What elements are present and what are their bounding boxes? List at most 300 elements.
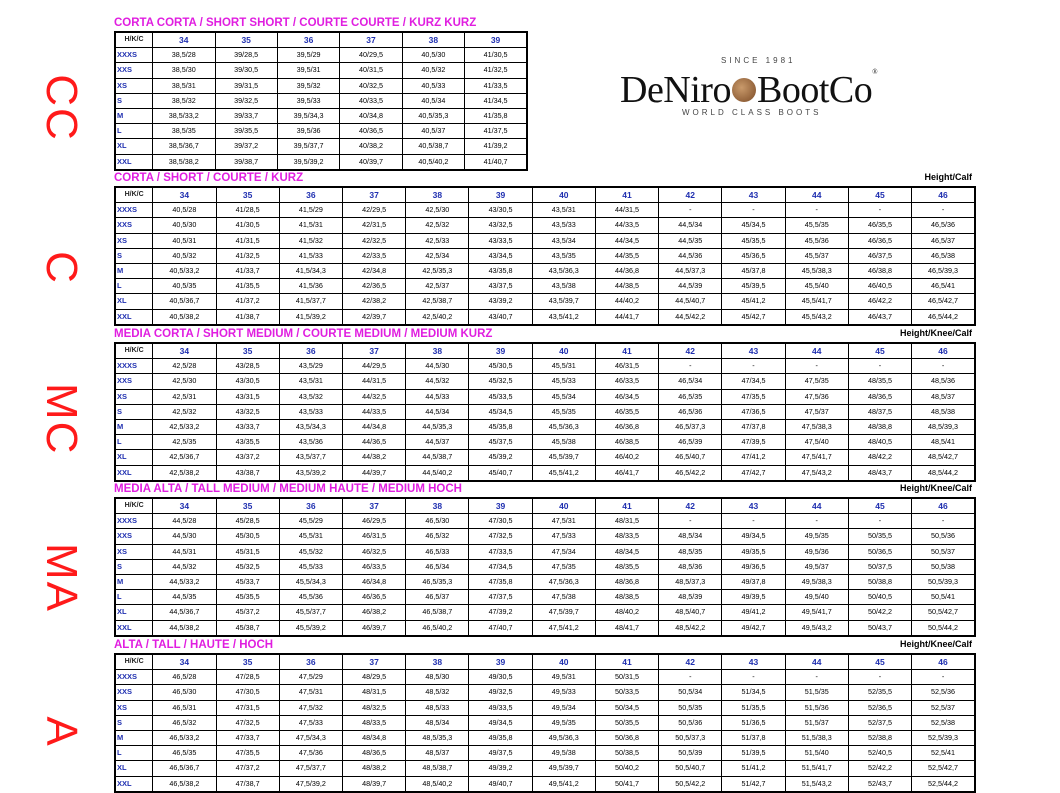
measure-cell: 47/33,5 <box>469 544 532 559</box>
table-row <box>115 404 975 419</box>
measure-cell: 48/43,7 <box>848 465 911 481</box>
measure-cell: 43/30,5 <box>216 374 279 389</box>
measure-cell: 40,5/32 <box>153 248 216 263</box>
measure-cell: 45/42,7 <box>722 309 785 325</box>
measure-cell: 50,5/37 <box>912 544 975 559</box>
measure-cell: 46/36,5 <box>848 233 911 248</box>
measure-cell: 48/38,5 <box>595 590 658 605</box>
measure-cell: 42,5/33 <box>406 233 469 248</box>
measure-cell: 50/41,7 <box>595 776 658 792</box>
height-knee-calf-label: Height/Knee/Calf <box>899 483 972 493</box>
calf-size-label: XXL <box>115 154 153 170</box>
measure-cell: 47,5/43,2 <box>785 465 848 481</box>
measure-cell: 39,5/34,3 <box>277 108 340 123</box>
measure-cell: 44,5/30 <box>406 359 469 374</box>
calf-size-label: XL <box>115 294 153 309</box>
measure-cell: 46,5/41 <box>912 279 975 294</box>
measure-cell: 42,5/36,7 <box>153 450 216 465</box>
shoe-size-header-cell: 45 <box>848 654 911 670</box>
measure-cell: 51/35,5 <box>722 700 785 715</box>
measure-cell: 50/35,5 <box>595 715 658 730</box>
header-row <box>115 187 975 203</box>
measure-cell: 46/36,5 <box>343 590 406 605</box>
size-table <box>114 653 976 793</box>
section-ma <box>114 482 976 637</box>
calf-size-label: S <box>115 715 153 730</box>
measure-cell: 45/28,5 <box>216 514 279 529</box>
shoe-size-header-cell: 44 <box>785 187 848 203</box>
measure-cell: 52,5/36 <box>912 685 975 700</box>
measure-cell: 52,5/37 <box>912 700 975 715</box>
measure-cell: 48/31,5 <box>595 514 658 529</box>
measure-cell: 46/33,5 <box>595 374 658 389</box>
measure-cell: 47,5/35 <box>785 374 848 389</box>
measure-cell: 40,5/28 <box>153 203 216 218</box>
measure-cell: 43/38,7 <box>216 465 279 481</box>
section-title: CORTA CORTA / SHORT SHORT / COURTE COURTE / KURZ KURZ <box>114 17 477 29</box>
shoe-size-header-cell: 46 <box>912 187 975 203</box>
measure-cell: 47,5/37 <box>785 404 848 419</box>
header-row <box>115 498 975 514</box>
measure-cell: 41/35,8 <box>465 108 527 123</box>
measure-cell: 45,5/35 <box>785 218 848 233</box>
measure-cell: 52,5/38 <box>912 715 975 730</box>
measure-cell: 50,5/39,3 <box>912 574 975 589</box>
measure-cell: 45/36,5 <box>722 248 785 263</box>
measure-cell: 46,5/31 <box>153 700 216 715</box>
measure-cell: 49,5/33 <box>532 685 595 700</box>
measure-cell: 46,5/33 <box>406 544 469 559</box>
measure-cell: 44/36,8 <box>595 263 658 278</box>
measure-cell: 46,5/34 <box>406 559 469 574</box>
measure-cell: 44,5/35 <box>659 233 722 248</box>
measure-cell: 42,5/30 <box>406 203 469 218</box>
calf-size-label: M <box>115 419 153 434</box>
measure-cell: 44,5/34 <box>406 404 469 419</box>
measure-cell: 43/37,2 <box>216 450 279 465</box>
measure-cell: - <box>785 203 848 218</box>
measure-cell: 43,5/32 <box>279 389 342 404</box>
calf-size-label: XS <box>115 544 153 559</box>
measure-cell: 44/34,8 <box>343 419 406 434</box>
size-table <box>114 342 976 482</box>
table-row <box>115 746 975 761</box>
measure-cell: 48/32,5 <box>343 700 406 715</box>
table-row <box>115 450 975 465</box>
shoe-size-header-cell: 40 <box>532 187 595 203</box>
measure-cell: 49/34,5 <box>469 715 532 730</box>
measure-cell: 40,5/35 <box>153 279 216 294</box>
measure-cell: 43/35,8 <box>469 263 532 278</box>
measure-cell: 51/36,5 <box>722 715 785 730</box>
measure-cell: 44,5/37,3 <box>659 263 722 278</box>
measure-cell: 43,5/31 <box>279 374 342 389</box>
table-row <box>115 465 975 481</box>
measure-cell: 46,5/35,3 <box>406 574 469 589</box>
table-row <box>115 233 975 248</box>
logo-name: DeNiro BootCo® <box>620 68 878 111</box>
table-row <box>115 63 527 78</box>
shoe-size-header-cell: 34 <box>153 498 216 514</box>
measure-cell: 42,5/38,7 <box>406 294 469 309</box>
shoe-size-header-cell: 44 <box>785 654 848 670</box>
measure-cell: 52/37,5 <box>848 715 911 730</box>
measure-cell: 41,5/37,7 <box>279 294 342 309</box>
measure-cell: 44/39,7 <box>343 465 406 481</box>
shoe-size-header-cell: 38 <box>406 498 469 514</box>
measure-cell: 42,5/33,2 <box>153 419 216 434</box>
measure-cell: 50/37,5 <box>848 559 911 574</box>
calf-size-label: XXXS <box>115 48 153 63</box>
measure-cell: 48/36,8 <box>595 574 658 589</box>
measure-cell: 49/41,2 <box>722 605 785 620</box>
table-row <box>115 670 975 685</box>
measure-cell: 38,5/32 <box>153 93 216 108</box>
section-title: MEDIA ALTA / TALL MEDIUM / MEDIUM HAUTE / MEDIUM HOCH <box>114 483 462 495</box>
measure-cell: 41,5/32 <box>279 233 342 248</box>
measure-cell: 43/32,5 <box>216 404 279 419</box>
side-code-a: A <box>37 716 86 748</box>
measure-cell: 47/35,8 <box>469 574 532 589</box>
shoe-size-header-cell: 44 <box>785 343 848 359</box>
measure-cell: 45/37,2 <box>216 605 279 620</box>
calf-size-label: XXL <box>115 620 153 636</box>
calf-size-label: XS <box>115 233 153 248</box>
measure-cell: 46,5/38,2 <box>153 776 216 792</box>
measure-cell: 41,5/34,3 <box>279 263 342 278</box>
measure-cell: 43,5/41,2 <box>532 309 595 325</box>
measure-cell: 43,5/36,3 <box>532 263 595 278</box>
measure-cell: 45,5/37,7 <box>279 605 342 620</box>
measure-cell: 48/33,5 <box>343 715 406 730</box>
measure-cell: 40/34,8 <box>340 108 402 123</box>
measure-cell: 47/33,7 <box>216 730 279 745</box>
measure-cell: 43/30,5 <box>469 203 532 218</box>
measure-cell: 47,5/31 <box>279 685 342 700</box>
measure-cell: 39,5/37,7 <box>277 139 340 154</box>
measure-cell: 43/33,5 <box>469 233 532 248</box>
calf-size-label: XXS <box>115 63 153 78</box>
measure-cell: 41/34,5 <box>465 93 527 108</box>
measure-cell: 46/32,5 <box>343 544 406 559</box>
measure-cell: 47/42,7 <box>722 465 785 481</box>
measure-cell: 47/35,5 <box>216 746 279 761</box>
measure-cell: - <box>659 203 722 218</box>
measure-cell: 42,5/32 <box>153 404 216 419</box>
measure-cell: 42,5/28 <box>153 359 216 374</box>
calf-size-label: XXXS <box>115 203 153 218</box>
table-row <box>115 108 527 123</box>
measure-cell: 46/38,2 <box>343 605 406 620</box>
measure-cell: 42/31,5 <box>343 218 406 233</box>
measure-cell: - <box>848 514 911 529</box>
measure-cell: 48,5/35,3 <box>406 730 469 745</box>
measure-cell: 49,5/41,2 <box>532 776 595 792</box>
measure-cell: 48,5/30 <box>406 670 469 685</box>
measure-cell: 40,5/30 <box>153 218 216 233</box>
calf-size-label: M <box>115 730 153 745</box>
calf-size-label: S <box>115 404 153 419</box>
measure-cell: 50,5/36 <box>912 529 975 544</box>
measure-cell: 45/32,5 <box>469 374 532 389</box>
measure-cell: 48,5/32 <box>406 685 469 700</box>
measure-cell: 45/34,5 <box>722 218 785 233</box>
measure-cell: 45,5/31 <box>279 529 342 544</box>
table-row <box>115 605 975 620</box>
calf-size-label: S <box>115 248 153 263</box>
measure-cell: 46/35,5 <box>848 218 911 233</box>
table-row <box>115 715 975 730</box>
measure-cell: 48,5/34 <box>659 529 722 544</box>
measure-cell: 47/28,5 <box>216 670 279 685</box>
measure-cell: 51,5/41,7 <box>785 761 848 776</box>
measure-cell: 41/32,5 <box>216 248 279 263</box>
shoe-size-header-cell: 37 <box>343 343 406 359</box>
measure-cell: 49,5/35 <box>785 529 848 544</box>
measure-cell: 49,5/38 <box>532 746 595 761</box>
measure-cell: 47,5/33 <box>279 715 342 730</box>
measure-cell: 46,5/33,2 <box>153 730 216 745</box>
measure-cell: 48/38,2 <box>343 761 406 776</box>
measure-cell: 41/30,5 <box>465 48 527 63</box>
measure-cell: 47,5/41,2 <box>532 620 595 636</box>
measure-cell: 49/30,5 <box>469 670 532 685</box>
measure-cell: 40/39,7 <box>340 154 402 170</box>
measure-cell: 46,5/38,7 <box>406 605 469 620</box>
measure-cell: 50/38,5 <box>595 746 658 761</box>
measure-cell: 47,5/40 <box>785 435 848 450</box>
measure-cell: - <box>722 670 785 685</box>
measure-cell: 39/33,7 <box>215 108 277 123</box>
shoe-size-header-cell: 39 <box>469 498 532 514</box>
measure-cell: 43/28,5 <box>216 359 279 374</box>
measure-cell: 42/33,5 <box>343 248 406 263</box>
measure-cell: 44,5/40,2 <box>406 465 469 481</box>
measure-cell: 48,5/37 <box>912 389 975 404</box>
measure-cell: 45,5/36 <box>279 590 342 605</box>
measure-cell: 45,5/43,2 <box>785 309 848 325</box>
calf-size-label: S <box>115 559 153 574</box>
measure-cell: 50,5/34 <box>659 685 722 700</box>
measure-cell: 49,5/34 <box>532 700 595 715</box>
calf-size-label: L <box>115 435 153 450</box>
measure-cell: 38,5/30 <box>153 63 216 78</box>
measure-cell: 50,5/42,2 <box>659 776 722 792</box>
side-code-cc: CC <box>37 74 86 142</box>
measure-cell: 48,5/41 <box>912 435 975 450</box>
measure-cell: 48/40,5 <box>848 435 911 450</box>
table-row <box>115 761 975 776</box>
measure-cell: 40/32,5 <box>340 78 402 93</box>
measure-cell: 46,5/38 <box>912 248 975 263</box>
measure-cell: 48/29,5 <box>343 670 406 685</box>
shoe-size-header-cell: 38 <box>406 654 469 670</box>
measure-cell: 47,5/38 <box>532 590 595 605</box>
height-calf-label: Height/Calf <box>924 172 972 182</box>
measure-cell: 47,5/39,2 <box>279 776 342 792</box>
measure-cell: 38,5/36,7 <box>153 139 216 154</box>
measure-cell: 49,5/35 <box>532 715 595 730</box>
table-row <box>115 730 975 745</box>
measure-cell: 49/34,5 <box>722 529 785 544</box>
measure-cell: 45,5/33 <box>279 559 342 574</box>
measure-cell: 50,5/35 <box>659 700 722 715</box>
measure-cell: 50/40,2 <box>595 761 658 776</box>
measure-cell: 46/38,8 <box>848 263 911 278</box>
measure-cell: 48,5/40,7 <box>659 605 722 620</box>
measure-cell: 51/42,7 <box>722 776 785 792</box>
measure-cell: 48,5/44,2 <box>912 465 975 481</box>
measure-cell: 43/37,5 <box>469 279 532 294</box>
measure-cell: 42,5/30 <box>153 374 216 389</box>
measure-cell: 49/39,2 <box>469 761 532 776</box>
measure-cell: 42,5/31 <box>153 389 216 404</box>
measure-cell: 43,5/36 <box>279 435 342 450</box>
section-cc <box>114 16 528 171</box>
measure-cell: 46/39,7 <box>343 620 406 636</box>
shoe-size-header-cell: 43 <box>722 343 785 359</box>
measure-cell: 48/33,5 <box>595 529 658 544</box>
measure-cell: 52/40,5 <box>848 746 911 761</box>
measure-cell: 41,5/33 <box>279 248 342 263</box>
measure-cell: 40,5/37 <box>402 124 465 139</box>
calf-size-label: M <box>115 108 153 123</box>
header-row <box>115 343 975 359</box>
header-row <box>115 654 975 670</box>
measure-cell: 44/32,5 <box>343 389 406 404</box>
table-row <box>115 279 975 294</box>
measure-cell: 39,5/33 <box>277 93 340 108</box>
measure-cell: 47,5/29 <box>279 670 342 685</box>
measure-cell: 42,5/32 <box>406 218 469 233</box>
measure-cell: 45,5/37 <box>785 248 848 263</box>
table-row <box>115 263 975 278</box>
measure-cell: 47/32,5 <box>216 715 279 730</box>
measure-cell: 45/37,5 <box>469 435 532 450</box>
measure-cell: 39,5/29 <box>277 48 340 63</box>
corner-header-cell: H/K/C <box>115 654 153 670</box>
measure-cell: 49/40,7 <box>469 776 532 792</box>
measure-cell: 44/36,5 <box>343 435 406 450</box>
measure-cell: 41/28,5 <box>216 203 279 218</box>
shoe-size-header-cell: 41 <box>595 343 658 359</box>
measure-cell: 44/38,5 <box>595 279 658 294</box>
measure-cell: 51,5/40 <box>785 746 848 761</box>
measure-cell: 48/34,8 <box>343 730 406 745</box>
measure-cell: 38,5/38,2 <box>153 154 216 170</box>
measure-cell: 51,5/38,3 <box>785 730 848 745</box>
table-row <box>115 48 527 63</box>
shoe-size-header-cell: 36 <box>279 498 342 514</box>
measure-cell: 43/39,2 <box>469 294 532 309</box>
measure-cell: 39/31,5 <box>215 78 277 93</box>
calf-size-label: L <box>115 124 153 139</box>
measure-cell: 47,5/39,7 <box>532 605 595 620</box>
measure-cell: 40/36,5 <box>340 124 402 139</box>
calf-size-label: XXXS <box>115 670 153 685</box>
measure-cell: 45/31,5 <box>216 544 279 559</box>
table-row <box>115 154 527 170</box>
measure-cell: 49,5/40 <box>785 590 848 605</box>
measure-cell: 41/31,5 <box>216 233 279 248</box>
corner-header-cell: H/K/C <box>115 343 153 359</box>
measure-cell: 50,5/39 <box>659 746 722 761</box>
measure-cell: 49,5/39,7 <box>532 761 595 776</box>
measure-cell: 48,5/38,7 <box>406 761 469 776</box>
measure-cell: 50/36,8 <box>595 730 658 745</box>
measure-cell: 50/40,5 <box>848 590 911 605</box>
calf-size-label: XXL <box>115 776 153 792</box>
measure-cell: 45/32,5 <box>216 559 279 574</box>
measure-cell: 44,5/36 <box>659 248 722 263</box>
measure-cell: 48,5/34 <box>406 715 469 730</box>
measure-cell: 44,5/32 <box>406 374 469 389</box>
measure-cell: 39/38,7 <box>215 154 277 170</box>
measure-cell: 42,5/37 <box>406 279 469 294</box>
measure-cell: 47,5/34,3 <box>279 730 342 745</box>
shoe-size-header-cell: 37 <box>343 187 406 203</box>
measure-cell: - <box>912 514 975 529</box>
measure-cell: 40/38,2 <box>340 139 402 154</box>
shoe-size-header-cell: 44 <box>785 498 848 514</box>
measure-cell: 46,5/40,7 <box>659 450 722 465</box>
measure-cell: 46,5/30 <box>153 685 216 700</box>
measure-cell: 46/37,5 <box>848 248 911 263</box>
measure-cell: 45/30,5 <box>216 529 279 544</box>
measure-cell: 48,5/36 <box>659 559 722 574</box>
measure-cell: 45/35,5 <box>722 233 785 248</box>
measure-cell: 42,5/35,3 <box>406 263 469 278</box>
measure-cell: 47,5/37,7 <box>279 761 342 776</box>
measure-cell: 47,5/36 <box>785 389 848 404</box>
measure-cell: 44/29,5 <box>343 359 406 374</box>
measure-cell: 50/34,5 <box>595 700 658 715</box>
measure-cell: 46/41,7 <box>595 465 658 481</box>
measure-cell: 43,5/39,7 <box>532 294 595 309</box>
measure-cell: 46/31,5 <box>595 359 658 374</box>
measure-cell: 47/40,7 <box>469 620 532 636</box>
header-row <box>115 32 527 48</box>
measure-cell: 41/35,5 <box>216 279 279 294</box>
calf-size-label: XXXS <box>115 514 153 529</box>
measure-cell: 44,5/31 <box>153 544 216 559</box>
measure-cell: 44,5/35,3 <box>406 419 469 434</box>
shoe-size-header-cell: 34 <box>153 343 216 359</box>
measure-cell: 44,5/37 <box>406 435 469 450</box>
measure-cell: 45/40,7 <box>469 465 532 481</box>
measure-cell: 46/42,2 <box>848 294 911 309</box>
measure-cell: - <box>722 203 785 218</box>
measure-cell: 38,5/35 <box>153 124 216 139</box>
measure-cell: - <box>722 359 785 374</box>
shoe-size-header-cell: 42 <box>659 498 722 514</box>
measure-cell: 48/35,5 <box>595 559 658 574</box>
measure-cell: 43/31,5 <box>216 389 279 404</box>
measure-cell: 49,5/36,3 <box>532 730 595 745</box>
measure-cell: - <box>912 203 975 218</box>
calf-size-label: XS <box>115 389 153 404</box>
measure-cell: 43,5/31 <box>532 203 595 218</box>
measure-cell: 46/33,5 <box>343 559 406 574</box>
shoe-size-header-cell: 39 <box>465 32 527 48</box>
measure-cell: 48/42,2 <box>848 450 911 465</box>
measure-cell: 46,5/37,3 <box>659 419 722 434</box>
measure-cell: 51,5/35 <box>785 685 848 700</box>
measure-cell: 46,5/37 <box>406 590 469 605</box>
measure-cell: 39,5/32 <box>277 78 340 93</box>
measure-cell: 43,5/29 <box>279 359 342 374</box>
measure-cell: - <box>659 359 722 374</box>
